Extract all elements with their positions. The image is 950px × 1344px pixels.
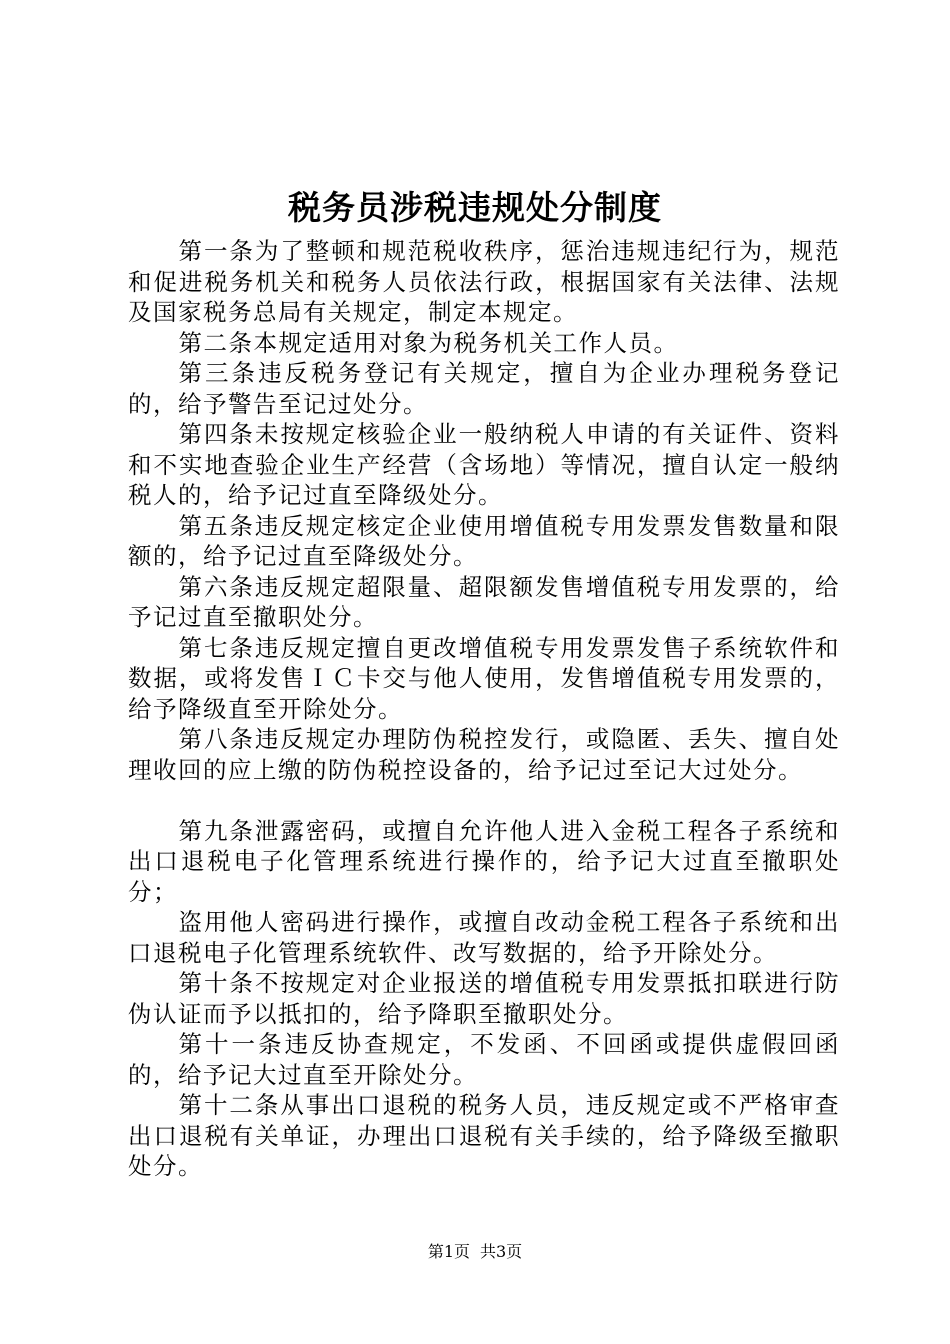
article-9: 第九条泄露密码，或擅自允许他人进入金税工程各子系统和出口退税电子化管理系统进行操作的，给予记大过直至撤职处分； xyxy=(128,816,840,906)
article-2: 第二条本规定适用对象为税务机关工作人员。 xyxy=(178,328,679,357)
document-body xyxy=(128,236,840,1182)
article-9-continued: 盗用他人密码进行操作，或擅自改动金税工程各子系统和出口退税电子化管理系统软件、改写数据的，给予开除处分。 xyxy=(128,908,840,967)
article-4: 第四条未按规定核验企业一般纳税人申请的有关证件、资料和不实地查验企业生产经营（含场地）等情况，擅自认定一般纳税人的，给予记过直至降级处分。 xyxy=(128,420,840,509)
article-5: 第五条违反规定核定企业使用增值税专用发票发售数量和限额的，给予记过直至降级处分。 xyxy=(128,511,840,570)
article-7: 第七条违反规定擅自更改增值税专用发票发售子系统软件和数据，或将发售ＩＣ卡交与他人使用，发售增值税专用发票的，给予降级直至开除处分。 xyxy=(128,633,840,723)
page-footer xyxy=(0,1241,950,1263)
article-8: 第八条违反规定办理防伪税控发行，或隐匿、丢失、擅自处理收回的应上缴的防伪税控设备的，给予记过至记大过处分。 xyxy=(128,725,840,784)
document-title: 税务员涉税违规处分制度 xyxy=(288,188,662,227)
article-12: 第十二条从事出口退税的税务人员，违反规定或不严格审查出口退税有关单证，办理出口退税有关手续的，给予降级至撤职处分。 xyxy=(128,1091,840,1180)
page-total: 共3页 xyxy=(480,1242,523,1261)
page-number: 第1页 xyxy=(427,1242,470,1261)
article-11: 第十一条违反协查规定，不发函、不回函或提供虚假回函的，给予记大过直至开除处分。 xyxy=(128,1030,840,1089)
article-10: 第十条不按规定对企业报送的增值税专用发票抵扣联进行防伪认证而予以抵扣的，给予降职至撤职处分。 xyxy=(128,969,840,1028)
article-3: 第三条违反税务登记有关规定，擅自为企业办理税务登记的，给予警告至记过处分。 xyxy=(128,359,840,418)
article-6: 第六条违反规定超限量、超限额发售增值税专用发票的，给予记过直至撤职处分。 xyxy=(128,572,840,631)
article-1: 第一条为了整顿和规范税收秩序，惩治违规违纪行为，规范和促进税务机关和税务人员依法行政，根据国家有关法律、法规及国家税务总局有关规定，制定本规定。 xyxy=(128,237,840,326)
